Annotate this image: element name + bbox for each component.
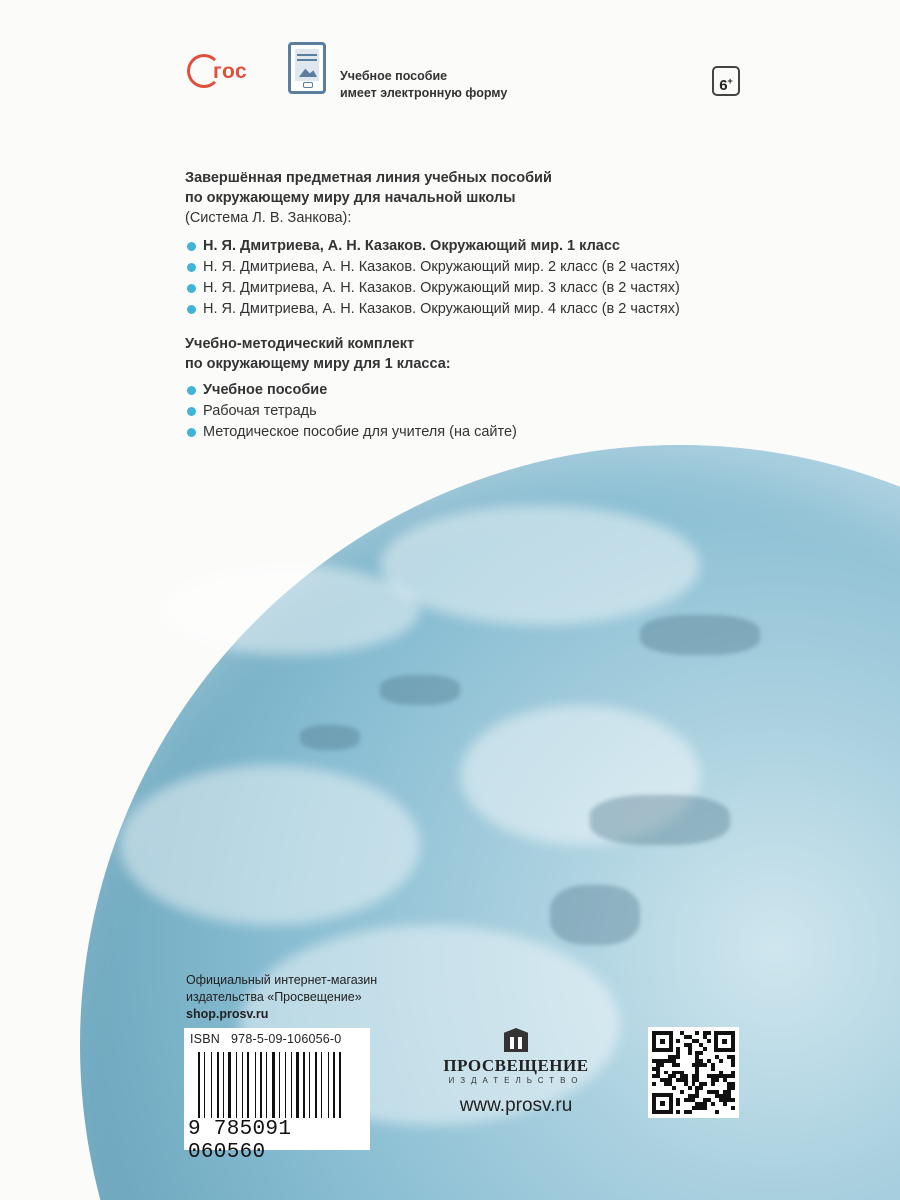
header-bar	[185, 42, 745, 102]
shop-info	[186, 972, 377, 1023]
series-block	[185, 168, 680, 320]
electronic-form-note	[340, 68, 507, 102]
isbn-text: ISBN 978-5-09-106056-0	[190, 1032, 342, 1046]
list-item: Учебное пособие	[185, 380, 517, 401]
kit-block	[185, 334, 517, 443]
publisher-sub: ИЗДАТЕЛЬСТВО	[448, 1076, 584, 1085]
isbn-barcode	[184, 1028, 370, 1164]
eform-line2: имеет электронную форму	[340, 86, 508, 100]
fgos-logo: гос	[185, 52, 265, 92]
kit-title-line2: по окружающему миру для 1 класса:	[185, 356, 451, 372]
series-title-line2: по окружающему миру для начальной школы	[185, 190, 516, 206]
list-item: Рабочая тетрадь	[185, 401, 517, 422]
shop-url[interactable]: shop.prosv.ru	[186, 1007, 269, 1021]
list-item: Н. Я. Дмитриева, А. Н. Казаков. Окружающий мир. 2 класс (в 2 частях)	[185, 257, 680, 278]
series-subtitle: (Система Л. В. Занкова):	[185, 210, 352, 226]
age-rating-badge: 6+	[712, 66, 740, 96]
eform-line1: Учебное пособие	[340, 69, 448, 83]
list-item: Методическое пособие для учителя (на сайте)	[185, 422, 517, 443]
publisher-logo	[436, 1028, 596, 1117]
list-item: Н. Я. Дмитриева, А. Н. Казаков. Окружающий мир. 3 класс (в 2 частях)	[185, 278, 680, 299]
shop-line2: издательства «Просвещение»	[186, 990, 362, 1004]
barcode-bars	[198, 1052, 364, 1118]
list-item: Н. Я. Дмитриева, А. Н. Казаков. Окружающий мир. 1 класс	[185, 236, 680, 257]
publisher-url[interactable]: www.prosv.ru	[459, 1095, 573, 1116]
kit-list	[185, 380, 517, 443]
publisher-emblem-icon	[504, 1028, 528, 1052]
publisher-name: ПРОСВЕЩЕНИЕ	[443, 1056, 589, 1075]
barcode-digits: 9 785091 060560	[188, 1118, 292, 1164]
qr-code[interactable]	[648, 1027, 739, 1118]
shop-line1: Официальный интернет-магазин	[186, 973, 378, 987]
kit-title-line1: Учебно-методический комплект	[185, 336, 415, 352]
tablet-icon	[288, 42, 326, 94]
list-item: Н. Я. Дмитриева, А. Н. Казаков. Окружающий мир. 4 класс (в 2 частях)	[185, 299, 680, 320]
series-list	[185, 236, 680, 320]
series-title-line1: Завершённая предметная линия учебных пособий	[185, 170, 552, 186]
